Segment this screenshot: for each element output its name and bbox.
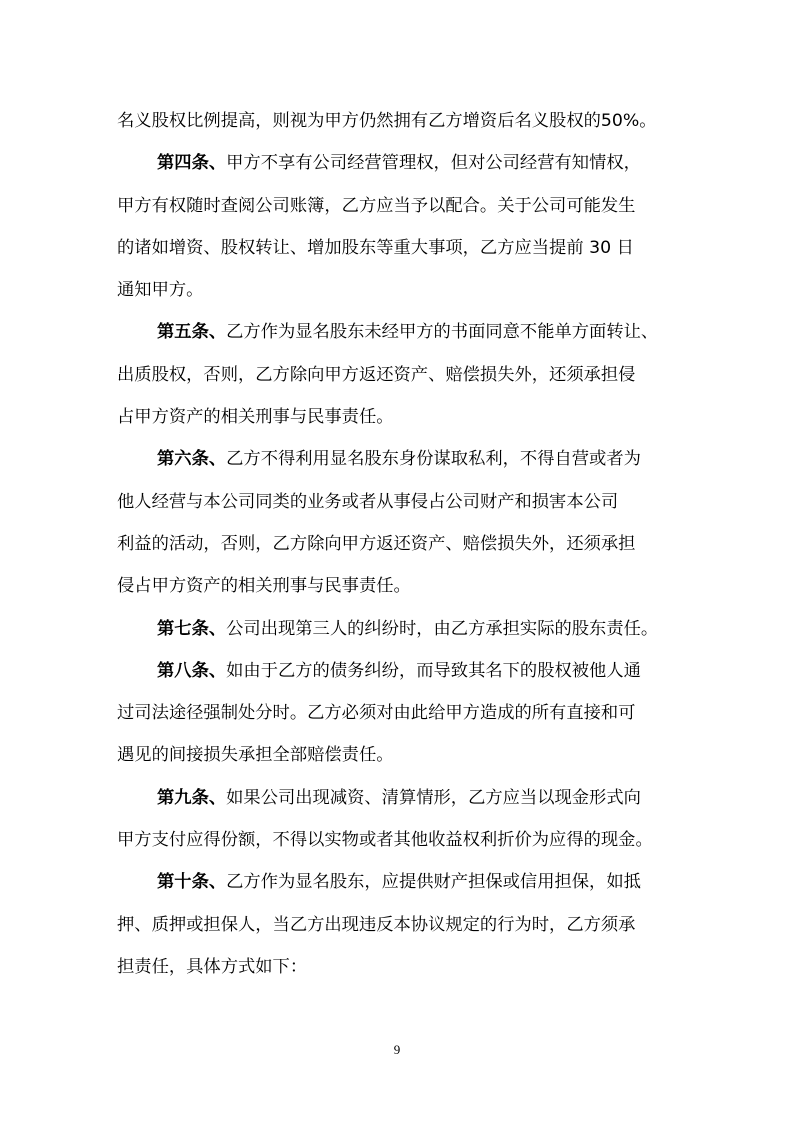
text-line — [117, 269, 682, 311]
article-heading: 第七条、 — [157, 618, 227, 639]
article-8 — [117, 650, 682, 692]
article-heading: 第十条、 — [157, 872, 227, 893]
text-line — [117, 946, 682, 988]
line-text: 如果公司出现减资、清算情形，乙方应当以现金形式向 — [226, 787, 641, 808]
text-line — [117, 481, 682, 523]
line-text: 出质股权，否则，乙方除向甲方返还资产、赔偿损失外，还须承担侵 — [117, 364, 636, 385]
line-text: 担责任，具体方式如下： — [117, 956, 308, 977]
text-line — [117, 100, 682, 142]
line-text: 公司出现第三人的纠纷时，由乙方承担实际的股东责任。 — [226, 618, 659, 639]
article-heading: 第九条、 — [157, 787, 227, 808]
article-heading: 第四条、 — [157, 153, 227, 174]
line-text: 的诸如增资、股权转让、增加股东等重大事项，乙方应当提前 30 日 — [117, 237, 634, 258]
text-line — [117, 565, 682, 607]
text-line — [117, 227, 682, 269]
text-line — [117, 396, 682, 438]
article-heading: 第五条、 — [157, 322, 227, 343]
text-line — [117, 734, 682, 776]
line-text: 甲方支付应得份额，不得以实物或者其他收益权利折价为应得的现金。 — [117, 830, 653, 851]
line-text: 遇见的间接损失承担全部赔偿责任。 — [117, 745, 394, 766]
line-text: 如由于乙方的债务纠纷，而导致其名下的股权被他人通 — [226, 660, 641, 681]
article-6 — [117, 438, 682, 480]
article-10 — [117, 861, 682, 903]
article-7 — [117, 608, 682, 650]
text-line — [117, 819, 682, 861]
line-text: 利益的活动，否则，乙方除向甲方返还资产、赔偿损失外，还须承担 — [117, 533, 636, 554]
article-5 — [117, 311, 682, 353]
text-line — [117, 185, 682, 227]
line-text: 过司法途径强制处分时。乙方必须对由此给甲方造成的所有直接和可 — [117, 703, 636, 724]
line-text: 乙方不得利用显名股东身份谋取私利，不得自营或者为 — [226, 449, 641, 470]
line-text: 名义股权比例提高，则视为甲方仍然拥有乙方增资后名义股权的50%。 — [117, 111, 657, 131]
article-heading: 第八条、 — [157, 660, 227, 681]
article-heading: 第六条、 — [157, 449, 227, 470]
line-text: 他人经营与本公司同类的业务或者从事侵占公司财产和损害本公司 — [117, 491, 619, 512]
text-line — [117, 354, 682, 396]
line-text: 押、质押或担保人，当乙方出现违反本协议规定的行为时，乙方须承 — [117, 914, 636, 935]
article-4 — [117, 142, 682, 184]
line-text: 甲方有权随时查阅公司账簿，乙方应当予以配合。关于公司可能发生 — [117, 195, 636, 216]
article-9 — [117, 777, 682, 819]
line-text: 侵占甲方资产的相关刑事与民事责任。 — [117, 576, 411, 597]
line-text: 占甲方资产的相关刑事与民事责任。 — [117, 407, 394, 428]
page-number: 9 — [393, 1042, 401, 1057]
text-line — [117, 692, 682, 734]
text-line — [117, 904, 682, 946]
text-line — [117, 523, 682, 565]
line-text: 乙方作为显名股东，应提供财产担保或信用担保，如抵 — [226, 872, 641, 893]
document-body — [117, 100, 682, 988]
line-text: 通知甲方。 — [117, 280, 204, 301]
line-text: 乙方作为显名股东未经甲方的书面同意不能单方面转让、 — [226, 322, 659, 343]
line-text: 甲方不享有公司经营管理权，但对公司经营有知情权， — [226, 153, 641, 174]
